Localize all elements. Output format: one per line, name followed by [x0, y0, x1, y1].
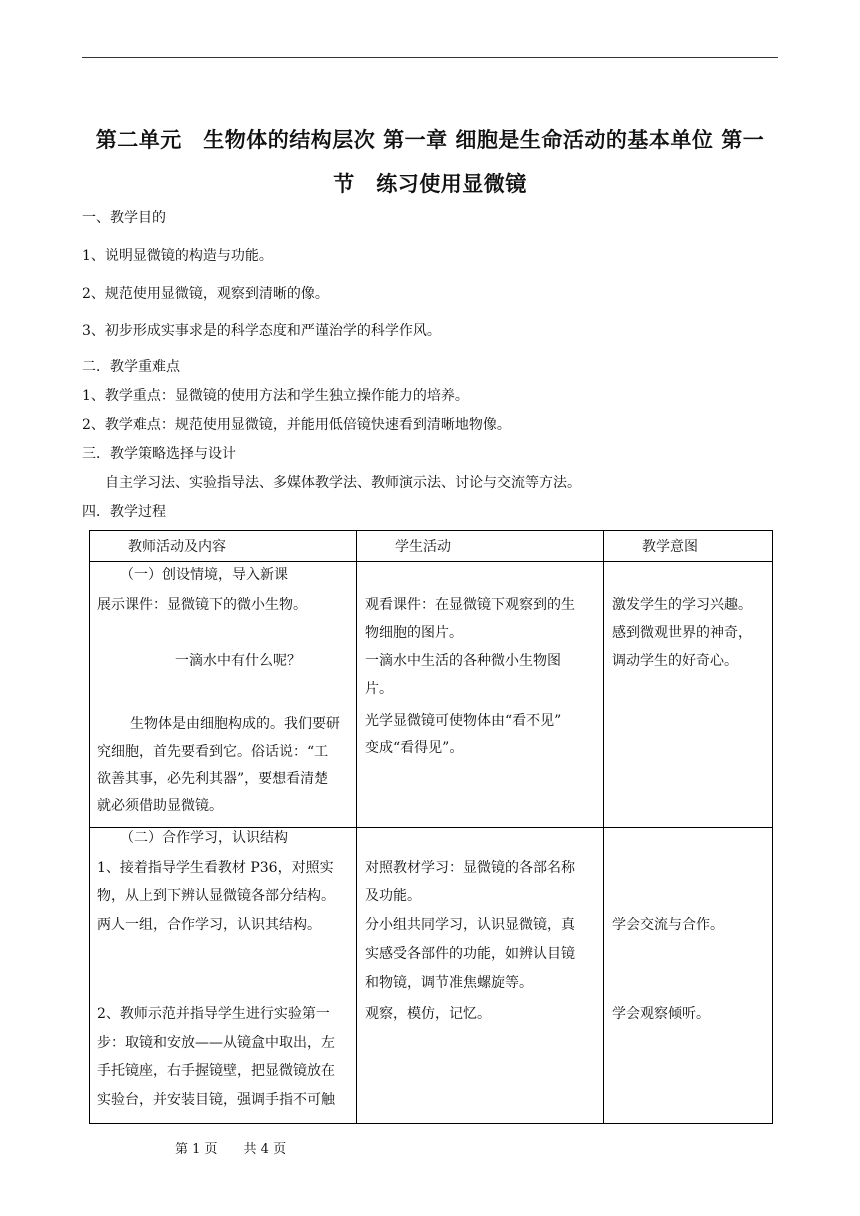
key-point-1: 1、教学重点：显微镜的使用方法和学生独立操作能力的培养。	[82, 388, 469, 404]
document-title-line2: 节 练习使用显微镜	[333, 172, 527, 196]
student-cell	[357, 562, 604, 828]
intent-cell	[604, 828, 773, 1124]
document-title-line1: 第二单元 生物体的结构层次 第一章 细胞是生命活动的基本单位 第一	[95, 128, 765, 152]
student-text: 一滴水中生活的各种微小生物图	[365, 653, 561, 669]
header-rule	[82, 57, 778, 58]
goal-1: 1、说明显微镜的构造与功能。	[82, 248, 273, 264]
key-point-2: 2、教学难点：规范使用显微镜，并能用低倍镜快速看到清晰地物像。	[82, 417, 511, 433]
column-header-intent: 教学意图	[604, 531, 773, 562]
teacher-text: 就必须借助显微镜。	[97, 798, 223, 814]
teacher-text: 步：取镜和安放——从镜盒中取出，左	[97, 1035, 335, 1051]
student-text: 和物镜，调节准焦螺旋等。	[365, 975, 533, 991]
student-cell	[357, 828, 604, 1124]
goal-3: 3、初步形成实事求是的科学态度和严谨治学的科学作风。	[82, 323, 441, 339]
strategy-heading: 三．教学策略选择与设计	[82, 446, 236, 462]
teacher-text: 展示课件：显微镜下的微小生物。	[97, 597, 307, 613]
teacher-text: 实验台，并安装目镜，强调手指不可触	[97, 1092, 335, 1108]
student-text: 光学显微镜可使物体由“看不见”	[365, 713, 562, 729]
intent-text: 感到微观世界的神奇，	[612, 625, 752, 641]
student-text: 观看课件：在显微镜下观察到的生	[365, 597, 575, 613]
teacher-text: （二）合作学习，认识结构	[120, 830, 288, 846]
student-text: 及功能。	[365, 888, 421, 904]
process-heading: 四．教学过程	[82, 504, 166, 520]
key-points-heading: 二．教学重难点	[82, 359, 180, 375]
intent-cell	[604, 562, 773, 828]
column-header-teacher: 教师活动及内容	[90, 531, 357, 562]
teacher-text: 2、教师示范并指导学生进行实验第一	[97, 1006, 330, 1022]
student-text: 对照教材学习：显微镜的各部名称	[365, 860, 575, 876]
student-text: 物细胞的图片。	[365, 625, 463, 641]
intent-text: 激发学生的学习兴趣。	[612, 597, 752, 613]
teacher-text: 生物体是由细胞构成的。我们要研	[130, 716, 340, 732]
intent-text: 学会交流与合作。	[612, 917, 724, 933]
teacher-cell	[90, 828, 357, 1124]
column-header-student: 学生活动	[357, 531, 604, 562]
table-header-row	[90, 531, 773, 562]
teacher-text: 1、接着指导学生看教材 P36，对照实	[97, 860, 334, 876]
page-footer: 第 1 页 共 4 页	[175, 1142, 287, 1157]
goal-2: 2、规范使用显微镜，观察到清晰的像。	[82, 286, 329, 302]
teacher-text: 手托镜座，右手握镜壁，把显微镜放在	[97, 1063, 335, 1079]
student-text: 片。	[365, 681, 393, 697]
teacher-cell	[90, 562, 357, 828]
strategy-text: 自主学习法、实验指导法、多媒体教学法、教师演示法、讨论与交流等方法。	[105, 475, 581, 491]
teacher-text: 一滴水中有什么呢？	[175, 653, 301, 669]
table-row	[90, 562, 773, 828]
teacher-text: 两人一组，合作学习，认识其结构。	[97, 917, 321, 933]
teacher-text: 物，从上到下辨认显微镜各部分结构。	[97, 888, 335, 904]
intent-text: 学会观察倾听。	[612, 1006, 710, 1022]
table-row	[90, 828, 773, 1124]
student-text: 分小组共同学习，认识显微镜，真	[365, 917, 575, 933]
student-text: 实感受各部件的功能，如辨认目镜	[365, 946, 575, 962]
lesson-process-table	[89, 530, 773, 1124]
teacher-text: 究细胞，首先要看到它。俗话说：“工	[97, 744, 329, 760]
intent-text: 调动学生的好奇心。	[612, 653, 738, 669]
teacher-text: （一）创设情境，导入新课	[120, 567, 288, 583]
goals-heading: 一、教学目的	[82, 210, 166, 226]
student-text: 变成“看得见”。	[365, 740, 464, 756]
student-text: 观察，模仿，记忆。	[365, 1006, 491, 1022]
teacher-text: 欲善其事，必先利其器”，要想看清楚	[97, 771, 329, 787]
